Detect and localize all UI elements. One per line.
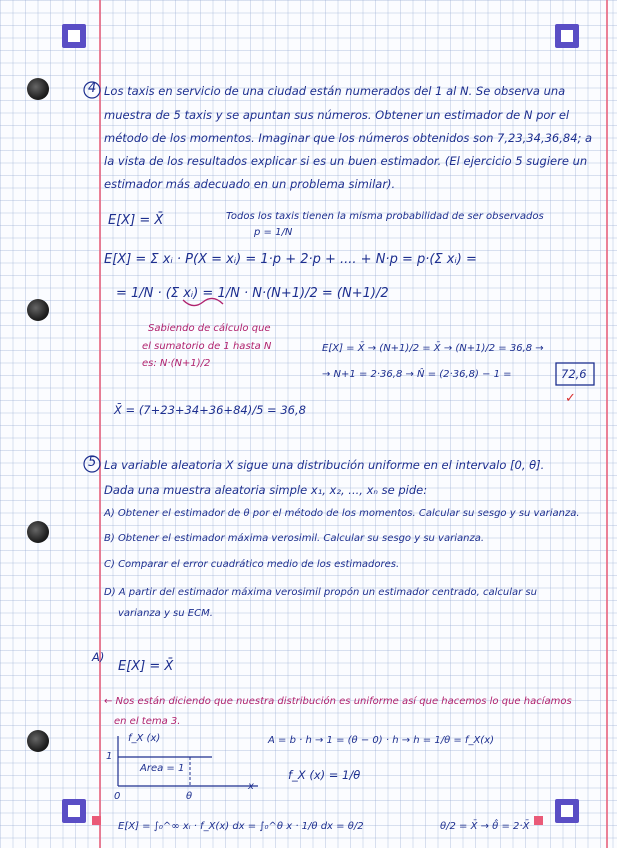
sum-note-line-3: es: N·(N+1)/2 <box>142 358 211 369</box>
density-equation: f_X (x) = 1/θ <box>288 768 361 782</box>
uniform-remark-line-1: ← Nos están diciendo que nuestra distribución es uniforme así que hacemos lo que hacíamos <box>104 696 572 707</box>
problem-4-number: 4 <box>88 81 97 96</box>
problem-4-line-3: método de los momentos. Imaginar que los números obtenidos son 7,23,34,36,84; a <box>104 131 593 145</box>
problem-5-line-2: Dada una muestra aleatoria simple x₁, x₂, ..., xₙ se pide: <box>104 483 428 497</box>
problem-5-line-1: La variable aleatoria X sigue una distribución uniforme en el intervalo [0, θ]. <box>104 458 545 472</box>
expectation-sum-line: E[X] = Σ xᵢ · P(X = xᵢ) = 1·p + 2·p + .... + N·p = p·(Σ xᵢ) = <box>104 252 477 267</box>
theta-estimator: θ/2 = X̄ → θ̂ = 2·X̄ <box>440 821 530 832</box>
tick-one: 1 <box>106 751 113 762</box>
part-b: B) Obtener el estimador máxima verosimil. Calcular su sesgo y su varianza. <box>104 533 485 544</box>
problem-5-number: 5 <box>88 455 97 470</box>
area-equation: A = b · h → 1 = (θ − 0) · h → h = 1/θ = f_X(x) <box>268 735 495 746</box>
problem-4-line-2: muestra de 5 taxis y se apuntan sus números. Obtener un estimador de N por el <box>104 108 570 122</box>
integral-expectation: E[X] = ∫₀^∞ xᵢ · f_X(x) dx = ∫₀^θ x · 1/θ dx = θ/2 <box>118 821 364 832</box>
problem-4-line-4: la vista de los resultados explicar si es un buen estimador. (El ejercicio 5 sugiere un <box>104 154 588 168</box>
x-axis-label: x <box>248 781 254 792</box>
density-axis-label: f_X (x) <box>128 733 161 744</box>
part-a-label: A) <box>92 650 105 664</box>
sum-note-line-2: el sumatorio de 1 hasta N <box>142 341 272 352</box>
tick-theta: θ <box>186 791 193 802</box>
expectation-result-line: = 1/N · (Σ xᵢ) = 1/N · N·(N+1)/2 = (N+1)/2 <box>116 286 389 301</box>
sample-mean-equation: X̄ = (7+23+34+36+84)/5 = 36,8 <box>114 403 306 417</box>
part-d-line-1: D) A partir del estimador máxima verosimil propón un estimador centrado, calcular su <box>104 587 537 598</box>
part-a: A) Obtener el estimador de θ por el método de los momentos. Calcular su sesgo y su varianza. <box>104 508 580 519</box>
sum-note-line-1: Sabiendo de cálculo que <box>148 323 271 334</box>
part-d-line-2: varianza y su ECM. <box>118 608 213 619</box>
probability-equation: p = 1/N <box>254 227 293 238</box>
area-label: Area = 1 <box>140 763 185 774</box>
boxed-answer: 72,6 <box>561 367 587 381</box>
tick-zero: 0 <box>114 791 121 802</box>
equiprobable-note: Todos los taxis tienen la misma probabilidad de ser observados <box>226 211 544 222</box>
problem-4-line-5: estimador más adecuado en un problema similar). <box>104 177 396 191</box>
solve-step-2: → N+1 = 2·36,8 → N̂ = (2·36,8) − 1 = <box>322 369 512 380</box>
part-c: C) Comparar el error cuadrático medio de los estimadores. <box>104 559 400 570</box>
problem-4-line-1: Los taxis en servicio de una ciudad están numerados del 1 al N. Se observa una <box>104 84 566 98</box>
solve-step-1: E[X] = X̄ → (N+1)/2 = X̄ → (N+1)/2 = 36,8 → <box>322 343 544 354</box>
check-mark: ✓ <box>565 391 576 406</box>
expectation-equation: E[X] = X̄ <box>108 213 164 228</box>
uniform-remark-line-2: en el tema 3. <box>114 716 181 727</box>
part-a-equation: E[X] = X̄ <box>118 659 174 674</box>
